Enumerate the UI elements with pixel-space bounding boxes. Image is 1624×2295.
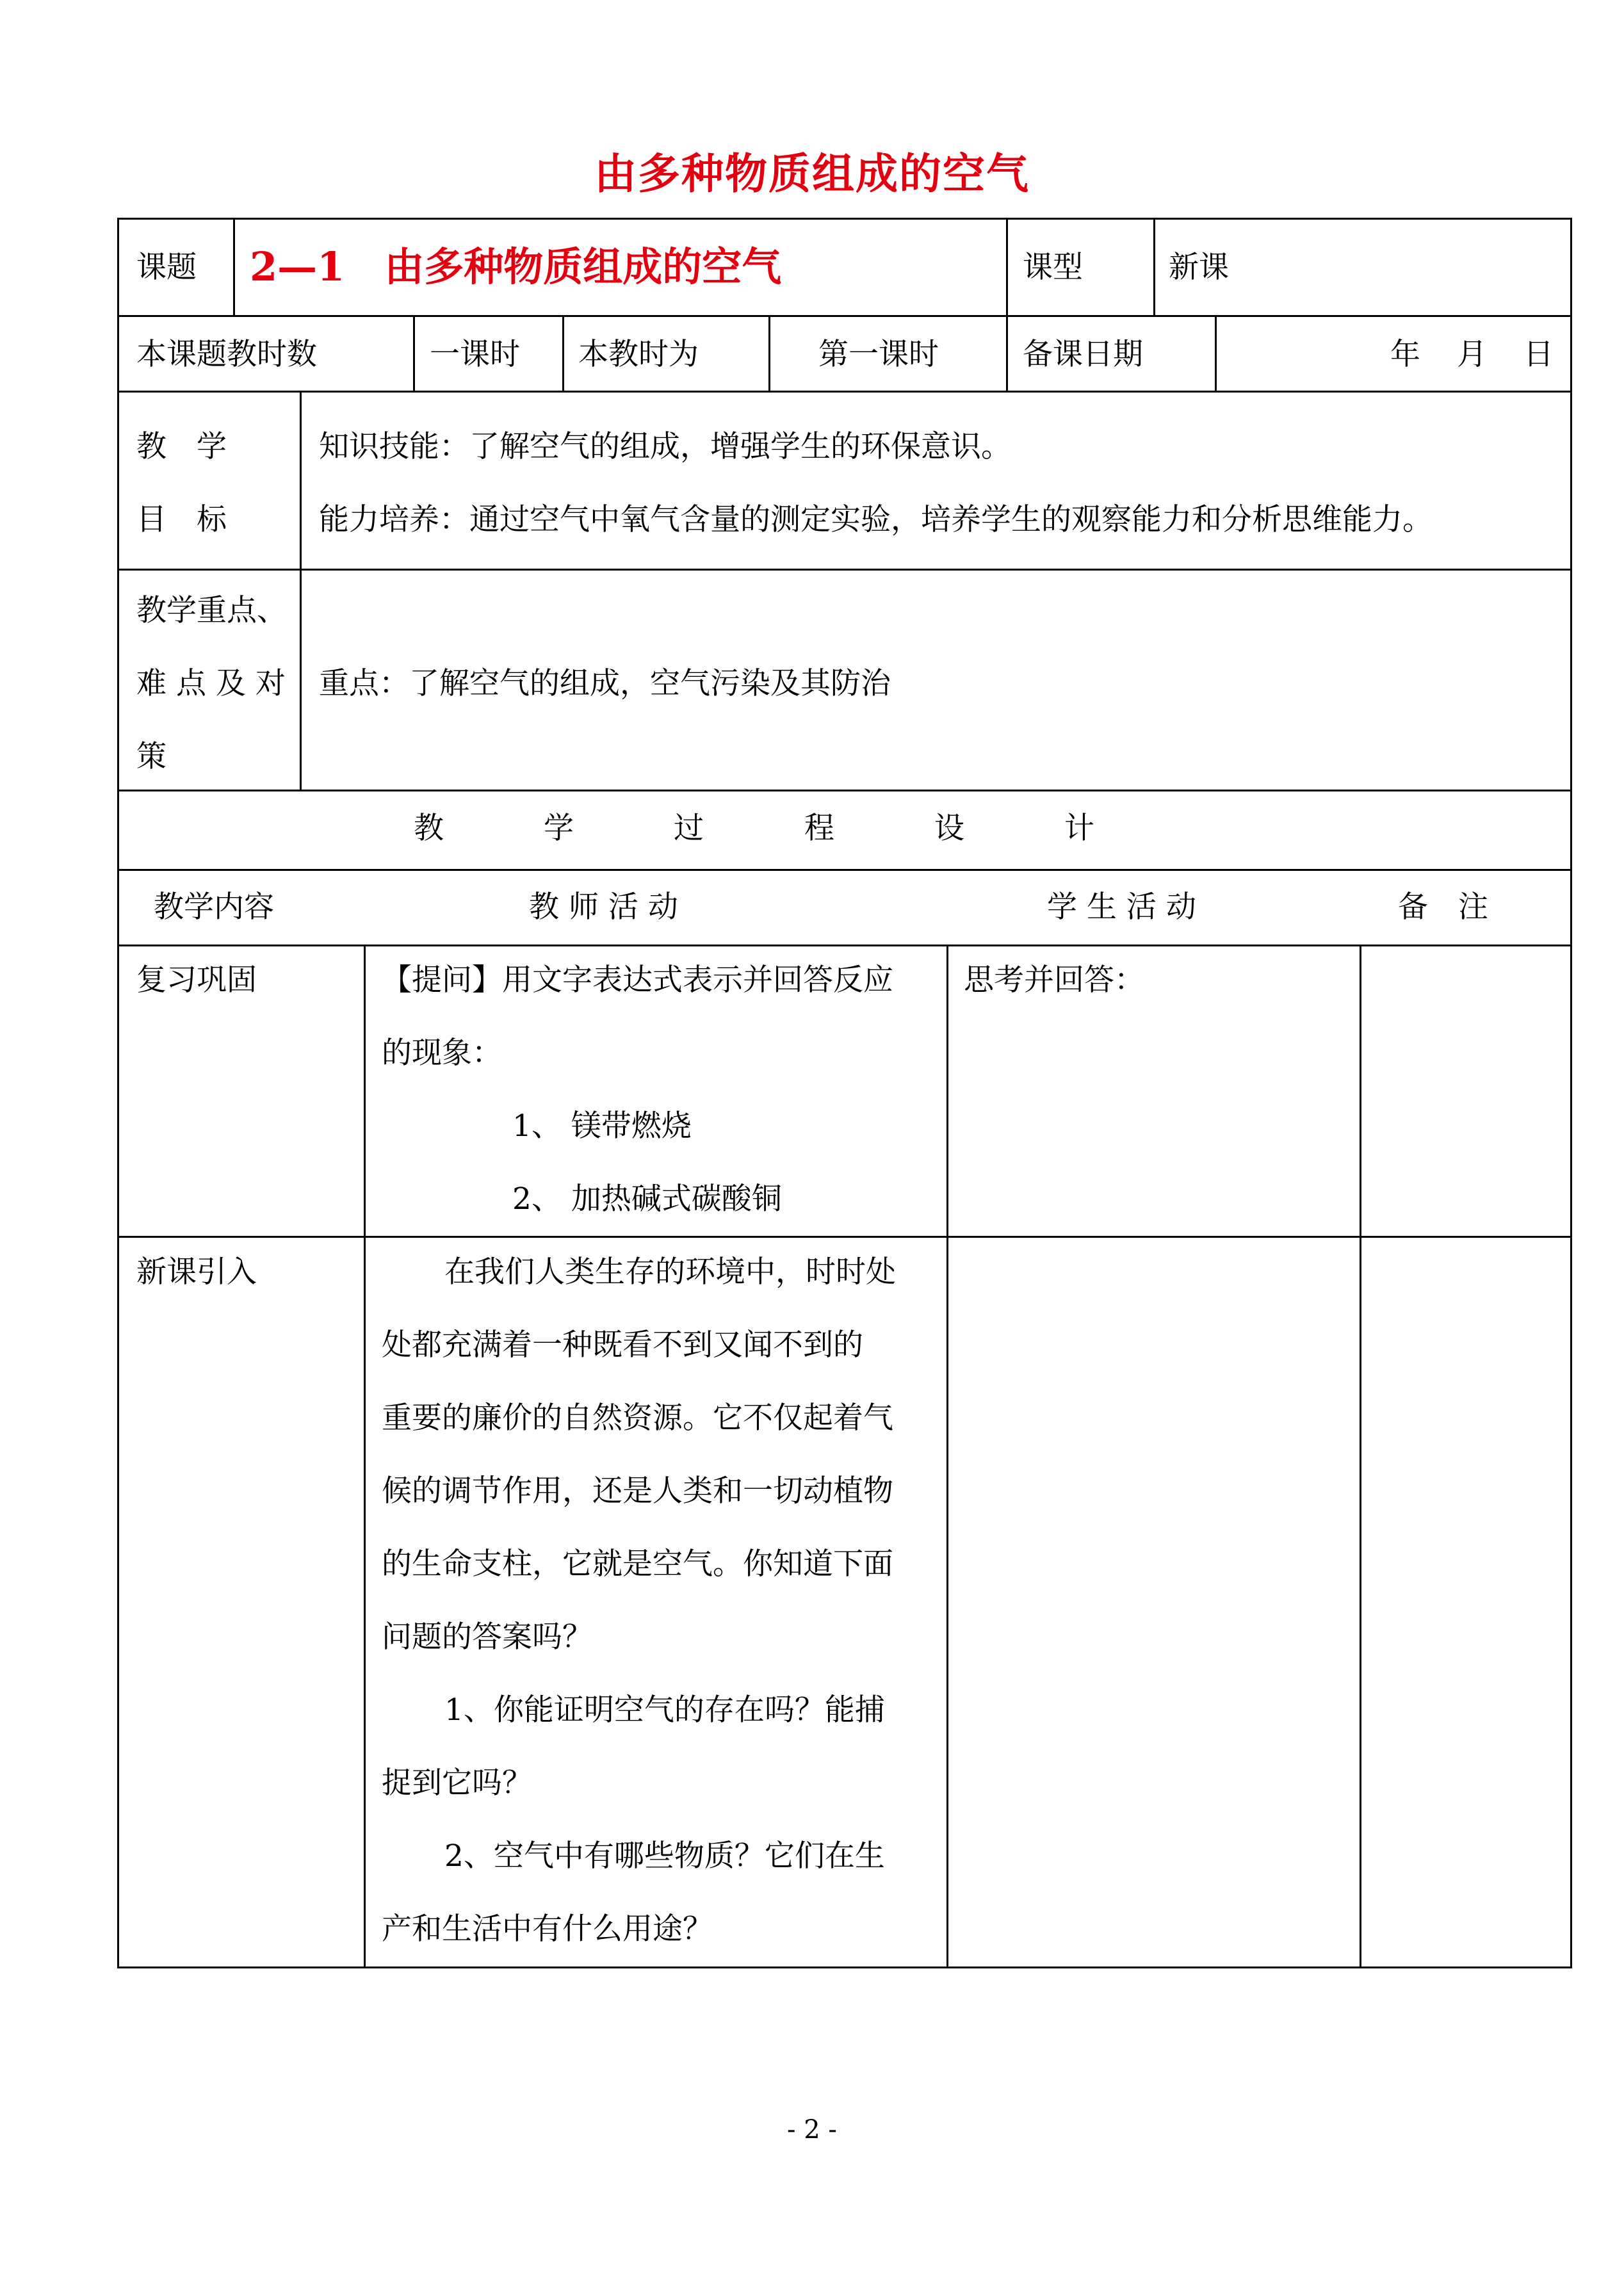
intro-teacher-line: 候的调节作用，还是人类和一切动植物: [382, 1473, 893, 1509]
document-title: 由多种物质组成的空气: [594, 149, 1030, 199]
process-header-char: 设: [934, 811, 964, 846]
goals-knowledge: 知识技能：了解空气的组成，增强学生的环保意识。: [319, 429, 1011, 464]
review-teacher-line: 2、 加热碱式碳酸铜: [512, 1181, 782, 1217]
total-hours-label: 本课题教时数: [136, 337, 317, 372]
goals-label-2: 目 标: [136, 502, 227, 537]
review-teacher-line: 1、 镁带燃烧: [512, 1108, 692, 1144]
intro-teacher-line: 在我们人类生存的环境中，时时处: [444, 1254, 896, 1290]
intro-teacher-line: 的生命支柱，它就是空气。你知道下面: [382, 1546, 893, 1582]
intro-label: 新课引入: [136, 1254, 257, 1290]
prep-date-label: 备课日期: [1023, 337, 1143, 372]
review-student: 思考并回答：: [964, 962, 1144, 998]
process-header-char: 计: [1064, 811, 1094, 846]
process-header-char: 教: [414, 811, 444, 846]
intro-teacher-line: 捉到它吗？: [382, 1765, 532, 1801]
review-teacher-line: 【提问】用文字表达式表示并回答反应: [382, 962, 893, 998]
lesson-type-value: 新课: [1169, 250, 1229, 285]
focus-label-3: 策: [136, 739, 166, 774]
date-day: 日: [1523, 337, 1554, 372]
lesson-type-label: 课型: [1023, 250, 1083, 285]
subject-value: 2—1 由多种物质组成的空气: [250, 243, 782, 290]
focus-label-1: 教学重点、: [136, 593, 287, 628]
goals-label-1: 教 学: [136, 429, 227, 464]
page-number: - 2 -: [787, 2115, 837, 2145]
total-hours-value: 一课时: [430, 337, 520, 372]
intro-teacher-line: 问题的答案吗？: [382, 1619, 592, 1655]
lesson-plan-table: [117, 218, 1572, 1968]
intro-teacher-line: 产和生活中有什么用途？: [382, 1911, 713, 1947]
review-label: 复习巩固: [136, 962, 257, 998]
intro-teacher-line: 重要的廉价的自然资源。它不仅起着气: [382, 1400, 893, 1436]
subject-label: 课题: [136, 250, 197, 285]
process-header-char: 程: [804, 811, 834, 846]
date-year: 年: [1390, 337, 1420, 372]
focus-label-2: 难 点 及 对: [136, 666, 286, 701]
column-header-content: 教学内容: [154, 889, 274, 925]
focus-content: 重点：了解空气的组成，空气污染及其防治: [319, 666, 891, 701]
column-header-notes: 备 注: [1398, 889, 1488, 925]
process-header-char: 学: [544, 811, 574, 846]
intro-teacher-line: 2、空气中有哪些物质？它们在生: [444, 1838, 885, 1874]
review-teacher-line: 的现象：: [382, 1035, 502, 1071]
date-month: 月: [1457, 337, 1487, 372]
current-hour-value: 第一课时: [818, 337, 939, 372]
intro-teacher-line: 1、你能证明空气的存在吗？能捕: [444, 1692, 885, 1728]
column-header-student: 学 生 活 动: [1047, 889, 1196, 925]
goals-ability: 能力培养：通过空气中氧气含量的测定实验，培养学生的观察能力和分析思维能力。: [319, 502, 1433, 537]
process-header-char: 过: [674, 811, 704, 846]
current-hour-label: 本教时为: [578, 337, 699, 372]
intro-teacher-line: 处都充满着一种既看不到又闻不到的: [382, 1327, 863, 1363]
column-header-teacher: 教 师 活 动: [529, 889, 678, 925]
